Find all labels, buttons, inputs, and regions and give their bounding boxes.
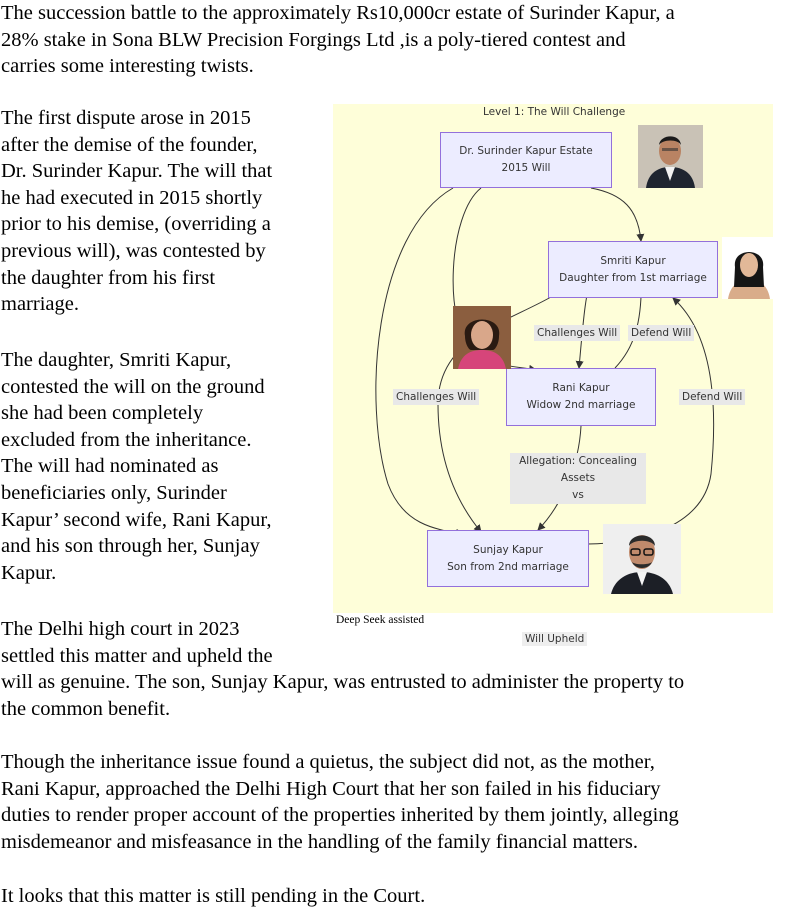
sunjay-kapur-photo bbox=[603, 524, 681, 594]
text-line: The will had nominated as bbox=[1, 455, 219, 478]
text-line: The succession battle to the approximately Rs10,000cr estate of Surinder Kapur, a bbox=[1, 2, 675, 24]
text-line: Rani Kapur, approached the Delhi High Court that her son failed in his fiduciary bbox=[1, 777, 661, 800]
pending-paragraph bbox=[1, 883, 425, 910]
diagram-credit: Deep Seek assisted bbox=[336, 614, 425, 626]
text-line: Dr. Surinder Kapur. The will that bbox=[1, 160, 273, 183]
edge-label-defend-will-right: Defend Will bbox=[679, 389, 745, 405]
text-line: contested the will on the ground bbox=[1, 375, 265, 398]
text-line: 28% stake in Sona BLW Precision Forgings Ltd ,is a poly-tiered contest and bbox=[1, 28, 626, 51]
node-label: Dr. Surinder Kapur Estate bbox=[459, 145, 593, 157]
text-line: after the demise of the founder, bbox=[1, 133, 258, 156]
woman-portrait-icon bbox=[722, 237, 776, 299]
man-portrait-icon bbox=[638, 125, 703, 188]
text-line: settled this matter and upheld the bbox=[1, 644, 273, 667]
man-portrait-icon bbox=[603, 524, 681, 594]
allegation-line: Assets bbox=[560, 472, 596, 484]
node-sublabel: Daughter from 1st marriage bbox=[559, 271, 707, 284]
edge-estate-sunjay-left bbox=[376, 188, 463, 534]
woman-portrait-icon bbox=[453, 306, 511, 369]
node-label: Rani Kapur bbox=[552, 382, 610, 394]
text-line: The daughter, Smriti Kapur, bbox=[1, 349, 232, 371]
edge-label-defend-will: Defend Will bbox=[628, 325, 694, 341]
node-label: Smriti Kapur bbox=[600, 254, 666, 267]
text-line: prior to his demise, (overriding a bbox=[1, 213, 271, 236]
text-line: Though the inheritance issue found a quietus, the subject did not, as the mother, bbox=[1, 751, 655, 773]
node-sublabel: Widow 2nd marriage bbox=[526, 399, 636, 411]
text-line: It looks that this matter is still pending in the Court. bbox=[1, 885, 426, 907]
diagram-title: Level 1: The Will Challenge bbox=[483, 106, 626, 118]
surinder-kapur-photo bbox=[638, 125, 703, 188]
text-line: duties to render proper account of the properties inherited by them jointly, alleging bbox=[1, 804, 679, 827]
edge-label-challenges-will-left: Challenges Will bbox=[393, 389, 479, 405]
text-line: will as genuine. The son, Sunjay Kapur, was entrusted to administer the property to bbox=[1, 671, 685, 694]
allegation-line: vs bbox=[572, 489, 584, 501]
allegation-line: Allegation: Concealing bbox=[519, 455, 637, 467]
edge-label-will-upheld: Will Upheld bbox=[522, 632, 587, 646]
will-challenge-diagram bbox=[333, 104, 773, 613]
smriti-kapur-photo bbox=[722, 237, 776, 299]
text-line: the common benefit. bbox=[1, 697, 171, 720]
text-line: Kapur’ second wife, Rani Kapur, bbox=[1, 508, 272, 531]
node-sublabel: Son from 2nd marriage bbox=[447, 560, 569, 573]
smriti-node bbox=[548, 241, 718, 298]
mother-petition-paragraph bbox=[1, 749, 679, 855]
text-line: he had executed in 2015 shortly bbox=[1, 186, 263, 209]
daughter-paragraph bbox=[1, 347, 272, 586]
text-line: misdemeanor and misfeasance in the handling of the family financial matters. bbox=[1, 830, 638, 853]
edge-label-challenges-will: Challenges Will bbox=[534, 325, 620, 341]
text-line: The Delhi high court in 2023 bbox=[1, 618, 240, 640]
estate-node bbox=[440, 132, 612, 188]
rani-kapur-photo bbox=[453, 306, 511, 369]
text-line: previous will), was contested by bbox=[1, 239, 266, 262]
text-line: Kapur. bbox=[1, 561, 57, 584]
intro-paragraph bbox=[1, 0, 675, 80]
edge-estate-smriti bbox=[591, 188, 641, 241]
text-line: the daughter from his first bbox=[1, 266, 216, 289]
text-line: carries some interesting twists. bbox=[1, 55, 254, 78]
edge-label-allegation bbox=[510, 453, 646, 504]
node-sublabel: 2015 Will bbox=[501, 162, 551, 174]
text-line: she had been completely bbox=[1, 402, 204, 425]
first-dispute-paragraph bbox=[1, 105, 272, 318]
text-line: and his son through her, Sunjay bbox=[1, 535, 260, 558]
text-line: The first dispute arose in 2015 bbox=[1, 107, 251, 129]
text-line: marriage. bbox=[1, 293, 79, 316]
rani-node bbox=[506, 368, 656, 426]
text-line: excluded from the inheritance. bbox=[1, 428, 252, 451]
sunjay-node bbox=[427, 530, 589, 587]
text-line: beneficiaries only, Surinder bbox=[1, 481, 227, 504]
node-label: Sunjay Kapur bbox=[473, 543, 543, 556]
